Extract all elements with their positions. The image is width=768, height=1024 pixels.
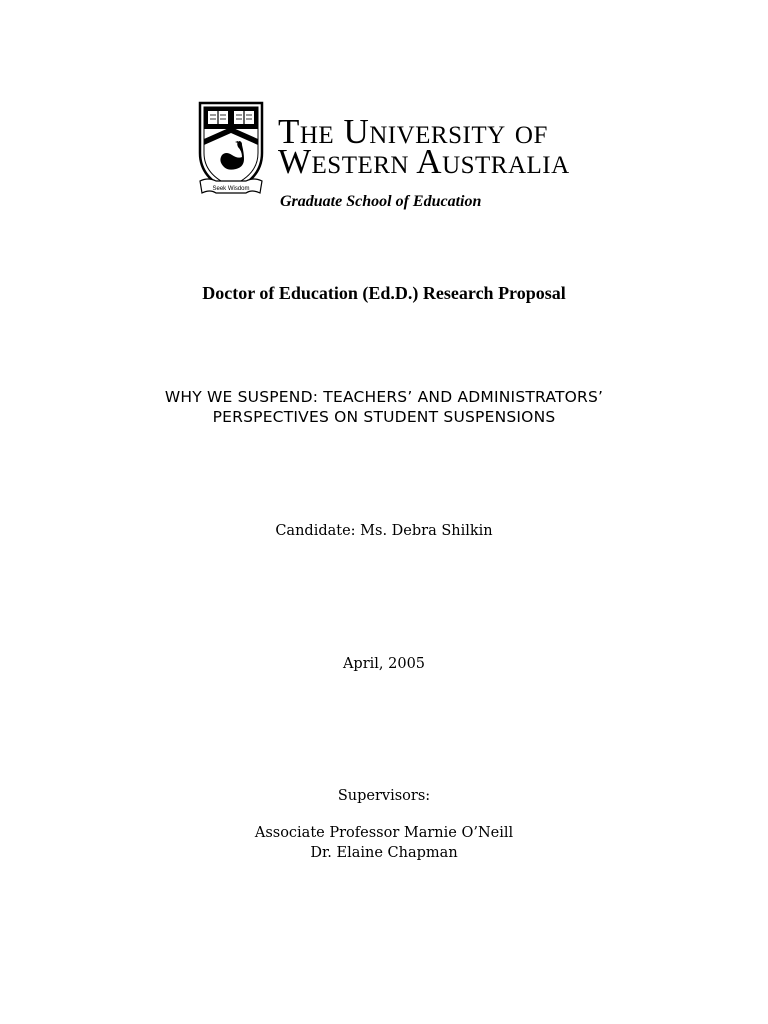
- document-title-line-1: WHY WE SUSPEND: TEACHERS’ AND ADMINISTRATORS’: [164, 388, 604, 406]
- document-type: Doctor of Education (Ed.D.) Research Proposal: [202, 283, 566, 303]
- document-title: [0, 387, 768, 427]
- supervisor-name: Dr. Elaine Chapman: [310, 845, 458, 861]
- supervisors-heading: Supervisors:: [337, 788, 431, 804]
- supervisors-list: [0, 823, 768, 863]
- university-name-line-1: The University of: [278, 112, 548, 151]
- supervisor-name: Associate Professor Marnie O’Neill: [254, 825, 514, 841]
- university-crest-logo: [198, 101, 264, 196]
- proposal-date: April, 2005: [342, 656, 426, 672]
- university-name-line-2: Western Australia: [278, 142, 570, 181]
- crest-motto: Seek Wisdom: [212, 186, 250, 192]
- document-title-line-2: PERSPECTIVES ON STUDENT SUSPENSIONS: [212, 408, 556, 426]
- university-name: [278, 112, 570, 181]
- candidate-name: Candidate: Ms. Debra Shilkin: [275, 523, 493, 539]
- school-name: Graduate School of Education: [280, 193, 482, 210]
